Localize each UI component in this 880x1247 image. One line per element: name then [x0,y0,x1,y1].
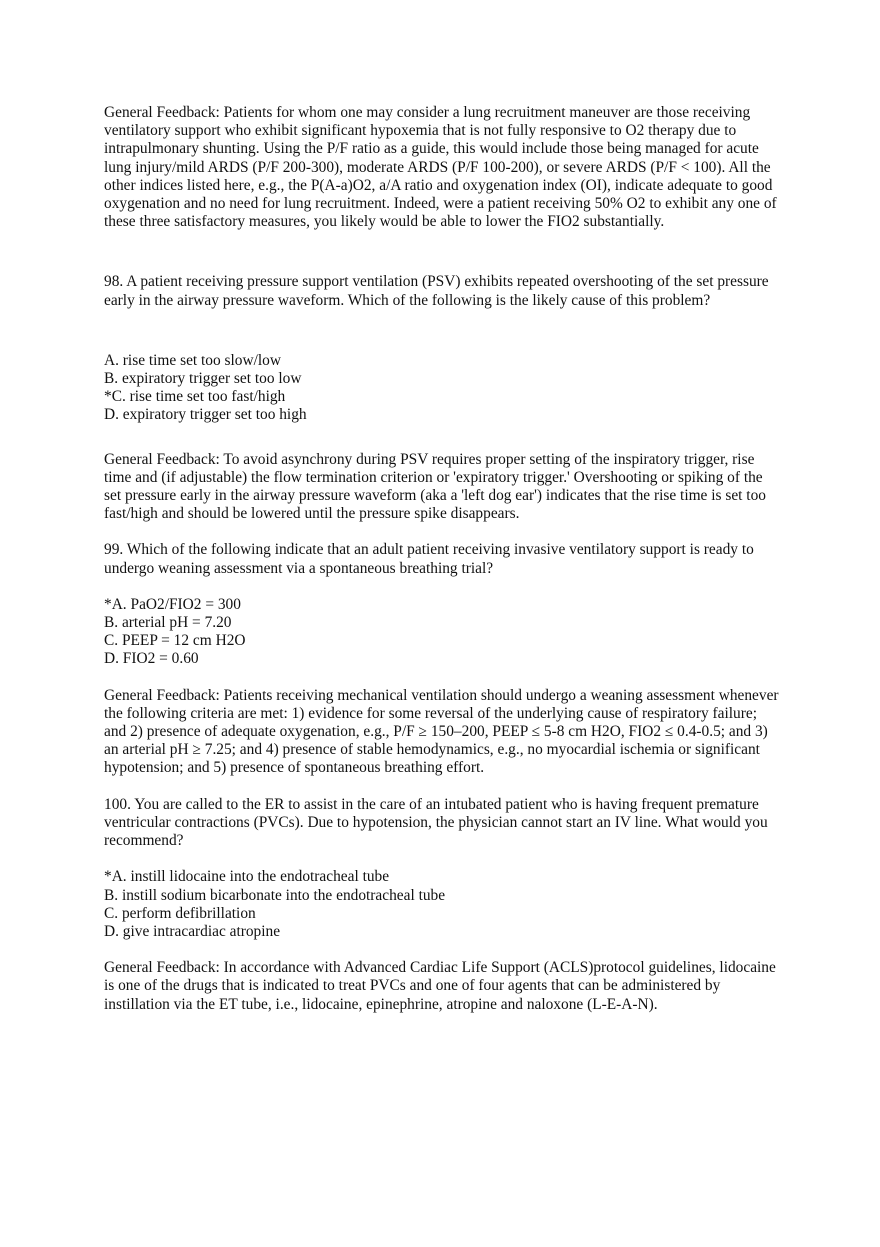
spacer [104,850,780,868]
spacer [104,310,780,352]
spacer [104,578,780,596]
option-99-b: B. arterial pH = 7.20 [104,614,232,632]
feedback-q99: General Feedback: Patients receiving mechanical ventilation should undergo a weaning assessment whenever the following criteria are met: 1) evidence for some reversal of the underlying cause of respiratory failure; and 2) presence of adequate oxygenation, e.g., P/F ≥ 150–200, PEEP ≤ 5-8 cm H2O, FIO2 ≤ 0.4-0.5; and 3) an arterial pH ≥ 7.25; and 4) presence of stable hemodynamics, e.g., no myocardial ischemia or significant hypotension; and 5) presence of spontaneous breathing effort. [104,686,779,777]
feedback-q97: General Feedback: Patients for whom one may consider a lung recruitment maneuver are those receiving ventilatory support who exhibit significant hypoxemia that is not fully responsive to O2 therapy due to intrapulmonary shunting. Using the P/F ratio as a guide, this would include those being managed for acute lung injury/mild ARDS (P/F 200-300), moderate ARDS (P/F 100-200), or severe ARDS (P/F < 100). All the other indices listed here, e.g., the P(A-a)O2, a/A ratio and oxygenation index (OI), indicate adequate to good oxygenation and no need for lung recruitment. Indeed, were a patient receiving 50% O2 to exhibit any one of these three satisfactory measures, you likely would be able to lower the FIO2 substantially. [104,104,777,231]
options-98 [104,352,780,425]
spacer [104,231,780,273]
option-100-a: *A. instill lidocaine into the endotracheal tube [104,868,390,886]
spacer [104,425,780,451]
option-100-c: C. perform defibrillation [104,904,256,922]
option-98-c: *C. rise time set too fast/high [104,388,286,406]
option-100-d: D. give intracardiac atropine [104,922,281,940]
option-98-d: D. expiratory trigger set too high [104,406,307,424]
option-99-a: *A. PaO2/FIO2 = 300 [104,595,241,613]
spacer [104,941,780,959]
option-98-b: B. expiratory trigger set too low [104,370,302,388]
feedback-q100: General Feedback: In accordance with Advanced Cardiac Life Support (ACLS)protocol guidelines, lidocaine is one of the drugs that is indicated to treat PVCs and one of four agents that can be administered by instillation via the ET tube, i.e., lidocaine, epinephrine, atropine and naloxone (L-E-A-N). [104,959,776,1013]
options-100 [104,868,780,941]
options-99 [104,596,780,669]
question-98: 98. A patient receiving pressure support ventilation (PSV) exhibits repeated overshooting of the set pressure early in the airway pressure waveform. Which of the following is the likely cause of this problem? [104,273,769,309]
option-99-c: C. PEEP = 12 cm H2O [104,632,246,650]
option-99-d: D. FIO2 = 0.60 [104,650,199,668]
option-100-b: B. instill sodium bicarbonate into the endotracheal tube [104,886,446,904]
feedback-q98: General Feedback: To avoid asynchrony during PSV requires proper setting of the inspiratory trigger, rise time and (if adjustable) the flow termination criterion or 'expiratory trigger.' Overshooting or spiking of the set pressure early in the airway pressure waveform (aka a 'left dog ear') indicates that the rise time is set too fast/high and should be lowered until the pressure spike disappears. [104,450,766,523]
question-99: 99. Which of the following indicate that an adult patient receiving invasive ventilatory support is ready to undergo weaning assessment via a spontaneous breathing trial? [104,541,754,577]
document-page [104,104,780,1014]
spacer [104,523,780,541]
spacer [104,669,780,687]
question-100: 100. You are called to the ER to assist in the care of an intubated patient who is having frequent premature ventricular contractions (PVCs). Due to hypotension, the physician cannot start an IV line. What would you recommend? [104,795,768,850]
option-98-a: A. rise time set too slow/low [104,351,281,369]
spacer [104,778,780,796]
